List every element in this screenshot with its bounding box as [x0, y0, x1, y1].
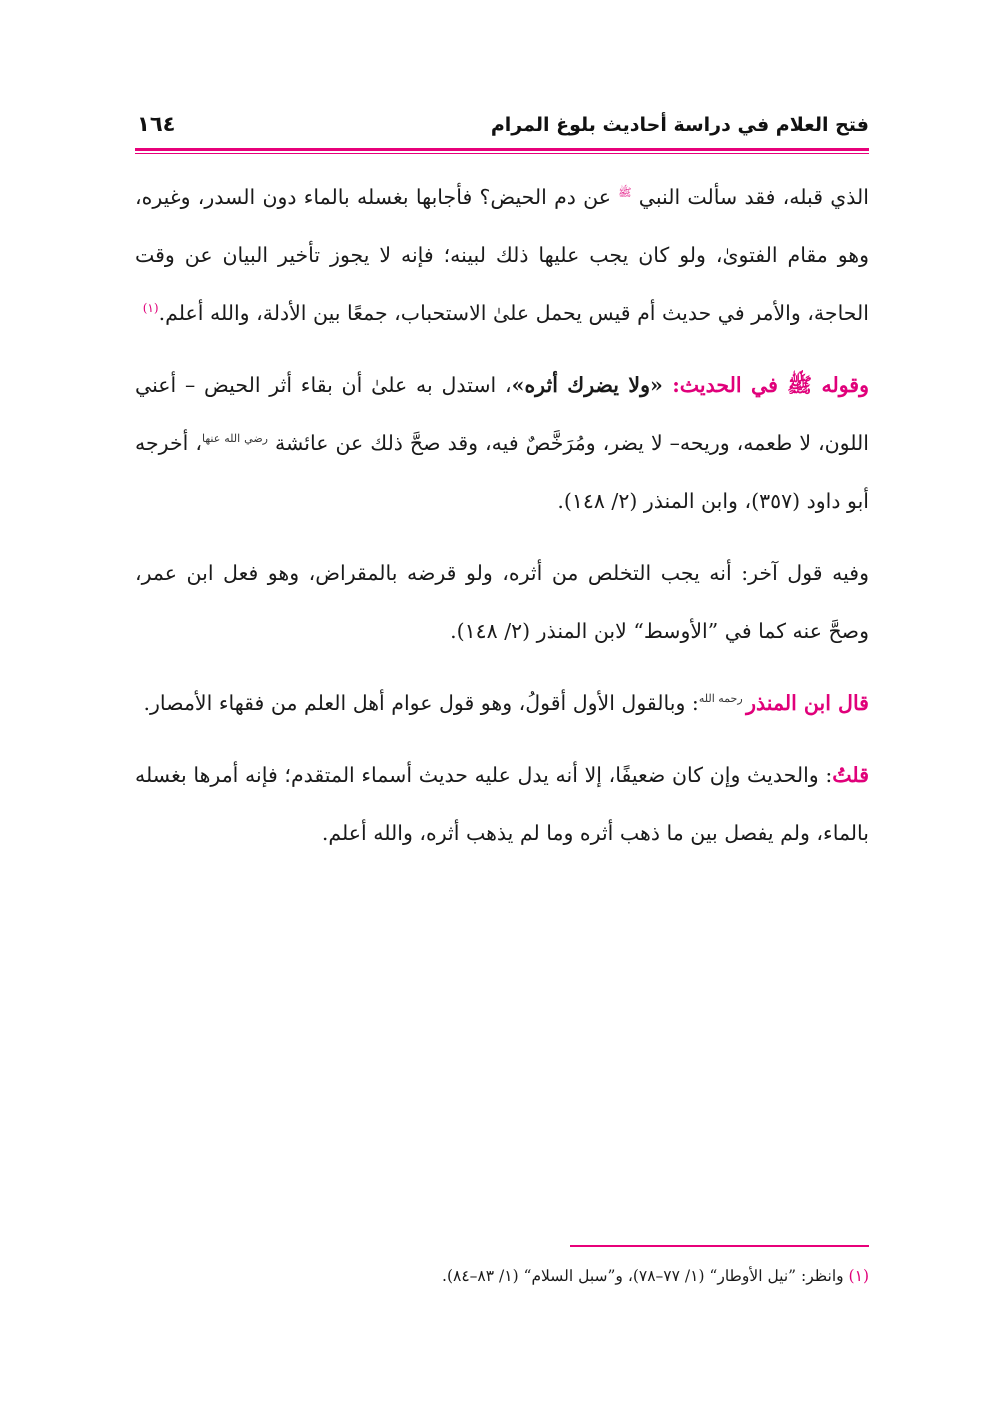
- paragraph-3: [135, 544, 869, 660]
- main-text: [135, 168, 869, 862]
- paragraph-1-text-a: الذي قبله، فقد سألت النبي: [631, 185, 870, 209]
- page-header: [135, 112, 869, 148]
- book-title: فتح العلام في دراسة أحاديث بلوغ المرام: [490, 114, 869, 136]
- paragraph-5: [135, 746, 869, 862]
- paragraph-1: [135, 168, 869, 342]
- page-number: ١٦٤: [137, 112, 176, 136]
- paragraph-4-text: : وبالقول الأول أقولُ، وهو قول عوام أهل العلم من فقهاء الأمصار.: [143, 691, 699, 715]
- paragraph-4-keyword: قال ابن المنذر: [746, 691, 869, 715]
- paragraph-3-text: وفيه قول آخر: أنه يجب التخلص من أثره، ولو قرضه بالمقراض، وهو فعل ابن عمر، وصحَّ عنه كما في ”الأوسط“ لابن المنذر (٢/ ١٤٨).: [135, 561, 869, 643]
- footnote: [135, 1262, 869, 1290]
- paragraph-2: [135, 356, 869, 530]
- footnote-number: (١): [848, 1267, 869, 1285]
- paragraph-1-text-b: عن دم الحيض؟ فأجابها بغسله بالماء دون السدر، وغيره، وهو مقام الفتوىٰ، ولو كان يجب عليها ذلك لبينه؛ فإنه لا يجوز تأخير البيان عن وقت الحاجة، والأمر في حديث أم قيس يحمل علىٰ الاستحباب، جمعًا بين الأدلة، والله أعلم.: [135, 185, 869, 325]
- paragraph-2-text-b: ، أخرجه أبو داود (٣٥٧)، وابن المنذر (٢/ ١٤٨).: [135, 431, 869, 513]
- header-rule-thin: [135, 153, 869, 154]
- footnote-reference[interactable]: (١): [142, 301, 159, 316]
- footnote-divider: [570, 1245, 869, 1247]
- paragraph-5-text: : والحديث وإن كان ضعيفًا، إلا أنه يدل عليه حديث أسماء المتقدم؛ فإنه أمرها بغسله بالماء، ولم يفصل بين ما ذهب أثره وما لم يذهب أثره، والله أعلم.: [135, 763, 869, 845]
- header-rule-thick: [135, 148, 869, 151]
- footnote-text: وانظر: ”نيل الأوطار“ (١/ ٧٧–٧٨)، و”سبل السلام“ (١/ ٨٣–٨٤).: [442, 1267, 849, 1285]
- honorific-salutation: ﷺ: [618, 186, 632, 200]
- honorific-rahimahullah: رحمه الله: [698, 692, 747, 706]
- hadith-quote: «ولا يضرك أثره»: [511, 373, 673, 397]
- paragraph-4: [135, 674, 869, 732]
- paragraph-2-keyword: وقوله ﷺ في الحديث:: [672, 373, 869, 397]
- paragraph-5-keyword: قلتُ: [832, 763, 869, 787]
- honorific-radiallah: رضي الله عنها: [201, 432, 268, 446]
- paragraph-2-text-a: ، استدل به علىٰ أن بقاء أثر الحيض – أعني اللون، لا طعمه، وريحه– لا يضر، ومُرَخَّصٌ فيه، وقد صحَّ ذلك عن عائشة: [135, 373, 869, 455]
